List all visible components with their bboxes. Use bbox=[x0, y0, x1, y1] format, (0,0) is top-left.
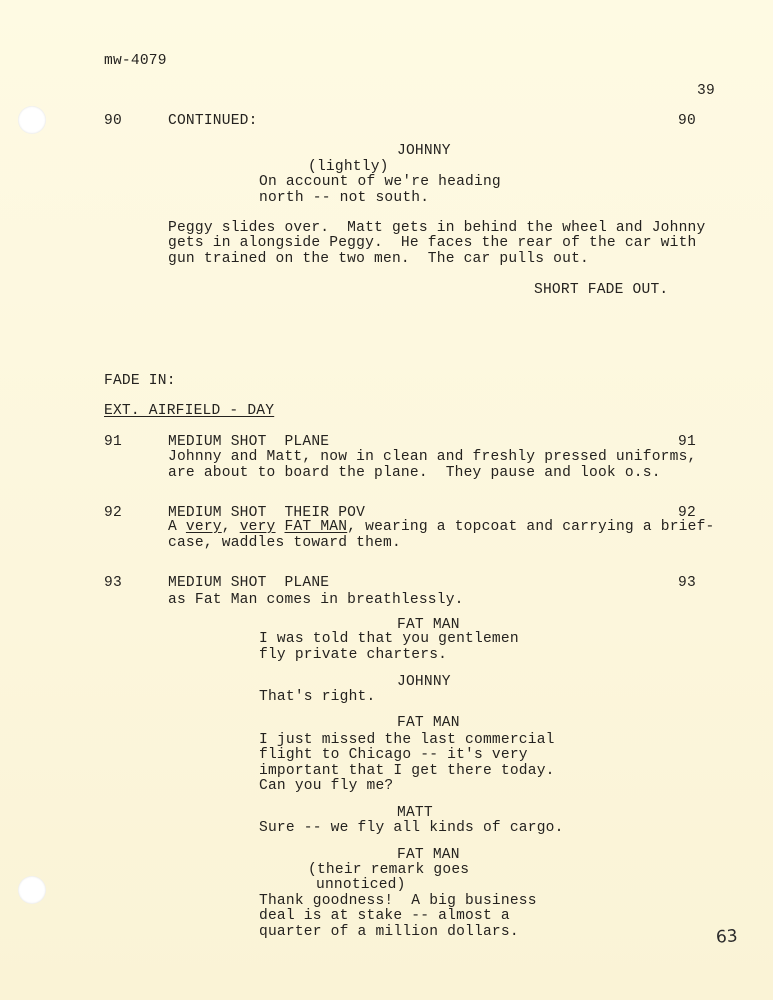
dialogue-line: flight to Chicago -- it's very bbox=[259, 747, 528, 763]
parenthetical: (lightly) bbox=[308, 159, 389, 175]
dialogue-line: Can you fly me? bbox=[259, 778, 394, 794]
text-fragment: , bbox=[221, 519, 240, 535]
action-line: case, waddles toward them. bbox=[168, 535, 401, 551]
parenthetical: unnoticed) bbox=[316, 877, 406, 893]
underlined-character: FAT MAN bbox=[284, 519, 348, 535]
dialogue-line: I just missed the last commercial bbox=[259, 732, 555, 748]
parenthetical: (their remark goes bbox=[308, 862, 470, 878]
transition: SHORT FADE OUT. bbox=[534, 282, 669, 298]
action-line: are about to board the plane. They pause and look o.s. bbox=[168, 465, 661, 481]
underlined-word: very bbox=[239, 519, 276, 535]
dialogue-line: That's right. bbox=[259, 689, 376, 705]
character-name: FAT MAN bbox=[397, 617, 460, 633]
character-name: FAT MAN bbox=[397, 847, 460, 863]
action-line: gets in alongside Peggy. He faces the rear of the car with bbox=[168, 235, 697, 251]
text-fragment bbox=[276, 519, 285, 535]
transition-fade-in: FADE IN: bbox=[104, 373, 176, 389]
scene-number-left: 91 bbox=[104, 434, 122, 450]
dialogue-line: I was told that you gentlemen bbox=[259, 631, 519, 647]
dialogue-line: quarter of a million dollars. bbox=[259, 924, 519, 940]
dialogue-line: deal is at stake -- almost a bbox=[259, 908, 510, 924]
character-name: JOHNNY bbox=[397, 674, 451, 690]
scene-heading: MEDIUM SHOT PLANE bbox=[168, 575, 330, 591]
binder-hole-top bbox=[18, 106, 46, 134]
scene-number-right: 90 bbox=[678, 113, 696, 129]
scene-number-right: 91 bbox=[678, 434, 696, 450]
binder-hole-bottom bbox=[18, 876, 46, 904]
text-fragment: , wearing a topcoat and carrying a brief- bbox=[347, 519, 715, 535]
character-name: FAT MAN bbox=[397, 715, 460, 731]
action-line: Johnny and Matt, now in clean and freshly pressed uniforms, bbox=[168, 449, 697, 465]
underlined-word: very bbox=[185, 519, 222, 535]
action-line bbox=[168, 520, 714, 536]
character-name: JOHNNY bbox=[397, 143, 451, 159]
dialogue-line: fly private charters. bbox=[259, 647, 448, 663]
scene-number-right: 92 bbox=[678, 505, 696, 521]
dialogue-line: north -- not south. bbox=[259, 190, 430, 206]
text-fragment: A bbox=[168, 519, 186, 535]
dialogue-line: On account of we're heading bbox=[259, 174, 501, 190]
scene-number-left: 92 bbox=[104, 505, 122, 521]
scene-heading: CONTINUED: bbox=[168, 113, 258, 129]
scene-number-left: 93 bbox=[104, 575, 122, 591]
scene-heading: MEDIUM SHOT PLANE bbox=[168, 434, 330, 450]
action-line: Peggy slides over. Matt gets in behind the wheel and Johnny bbox=[168, 220, 706, 236]
script-code: mw-4079 bbox=[104, 53, 167, 69]
handwritten-page-number: 63 bbox=[715, 926, 739, 948]
dialogue-line: Sure -- we fly all kinds of cargo. bbox=[259, 820, 564, 836]
scene-heading: MEDIUM SHOT THEIR POV bbox=[168, 505, 366, 521]
page-number: 39 bbox=[697, 83, 715, 99]
scene-number-left: 90 bbox=[104, 113, 122, 129]
character-name: MATT bbox=[397, 805, 433, 821]
dialogue-line: Thank goodness! A big business bbox=[259, 893, 537, 909]
dialogue-line: important that I get there today. bbox=[259, 763, 555, 779]
action-line: as Fat Man comes in breathlessly. bbox=[168, 592, 464, 608]
slugline: EXT. AIRFIELD - DAY bbox=[104, 403, 275, 419]
scene-number-right: 93 bbox=[678, 575, 696, 591]
action-line: gun trained on the two men. The car pulls out. bbox=[168, 251, 590, 267]
